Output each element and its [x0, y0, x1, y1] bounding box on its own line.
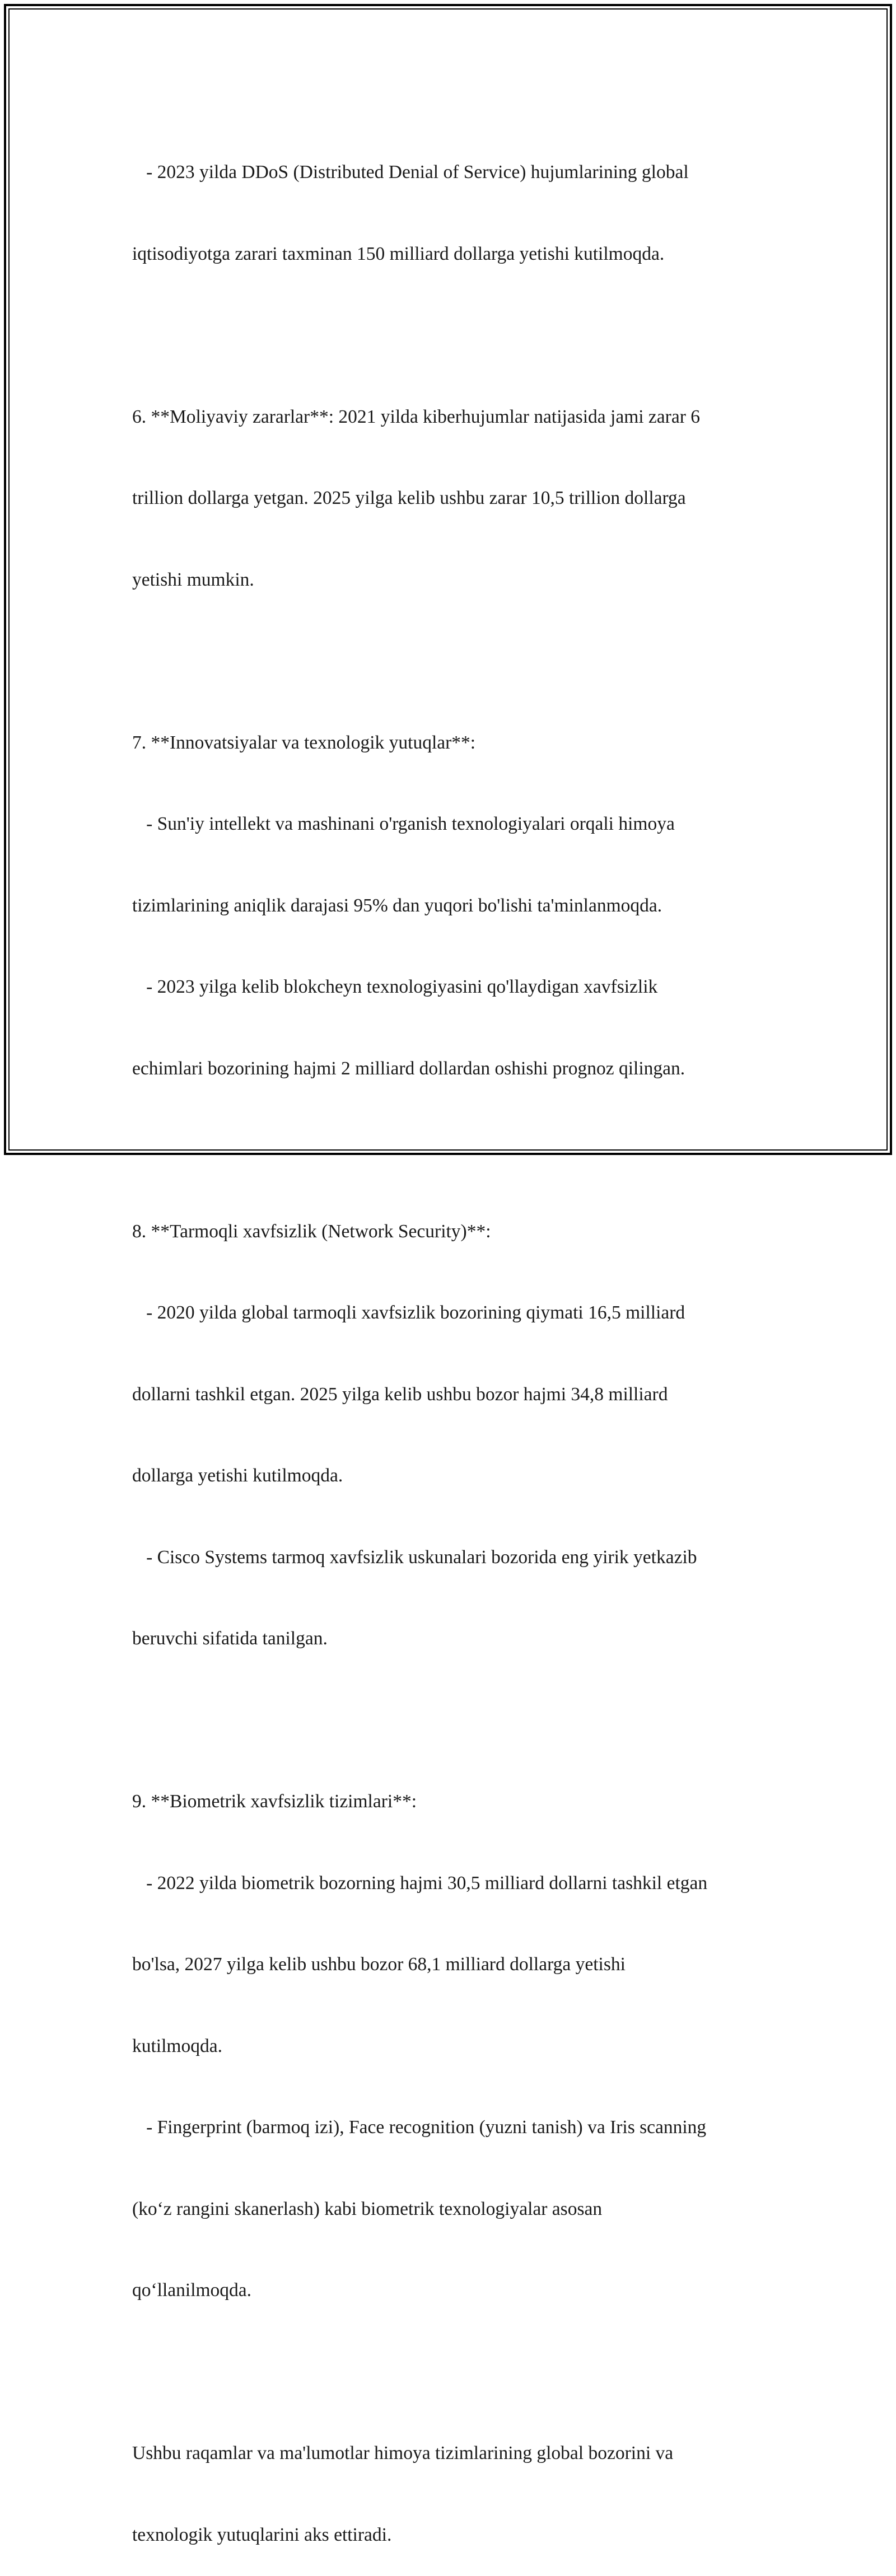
text-line: - 2023 yilda DDoS (Distributed Denial of Service) hujumlarining global [132, 162, 689, 183]
text-line: - Sun'iy intellekt va mashinani o'rganish texnologiyalari orqali himoya [132, 814, 675, 834]
text-line: - 2023 yilga kelib blokcheyn texnologiyasini qo'llaydigan xavfsizlik [132, 976, 658, 997]
text-line: - Cisco Systems tarmoq xavfsizlik uskunalari bozorida eng yirik yetkazib [132, 1546, 697, 1568]
text-line: iqtisodiyotga zarari taxminan 150 milliard dollarga yetishi kutilmoqda. [132, 243, 665, 264]
blank-line [132, 1137, 776, 1164]
text-line: bo'lsa, 2027 yilga kelib ushbu bozor 68,1 milliard dollarga yetishi [132, 1954, 626, 1975]
section-heading: 9. **Biometrik xavfsizlik tizimlari**: [132, 1791, 417, 1812]
section-heading: 8. **Tarmoqli xavfsizlik (Network Security)**: [132, 1221, 491, 1242]
text-line: dollarni tashkil etgan. 2025 yilga kelib ushbu bozor hajmi 34,8 milliard [132, 1383, 668, 1405]
text-line: tizimlarining aniqlik darajasi 95% dan yuqori bo'lishi ta'minlanmoqda. [132, 895, 662, 916]
text-line: (koʻz rangini skanerlash) kabi biometrik texnologiyalar asosan [132, 2198, 603, 2219]
text-line: dollarga yetishi kutilmoqda. [132, 1465, 343, 1486]
blank-line [132, 1707, 776, 1735]
text-line: - 2020 yilda global tarmoqli xavfsizlik bozorining qiymati 16,5 milliard [132, 1302, 685, 1323]
text-line: kutilmoqda. [132, 2035, 222, 2056]
blank-line [132, 322, 776, 349]
document-body [132, 105, 776, 2576]
text-line: beruvchi sifatida tanilgan. [132, 1628, 328, 1649]
text-line: - 2022 yilda biometrik bozorning hajmi 30,5 milliard dollarni tashkil etgan [132, 1872, 708, 1894]
text-line: qoʻllanilmoqda. [132, 2280, 252, 2301]
text-line: - Fingerprint (barmoq izi), Face recognition (yuzni tanish) va Iris scanning [132, 2117, 707, 2138]
text-line: trillion dollarga yetgan. 2025 yilga kelib ushbu zarar 10,5 trillion dollarga [132, 488, 686, 508]
text-line: yetishi mumkin. [132, 569, 254, 590]
closing-paragraph-line: Ushbu raqamlar va ma'lumotlar himoya tizimlarining global bozorini va [132, 2443, 674, 2463]
section-heading: 7. **Innovatsiyalar va texnologik yutuqlar**: [132, 732, 476, 753]
text-line: echimlari bozorining hajmi 2 milliard dollardan oshishi prognoz qilingan. [132, 1058, 685, 1079]
text-line: 6. **Moliyaviy zararlar**: 2021 yilda kiberhujumlar natijasida jami zarar 6 [132, 406, 700, 427]
closing-paragraph-line: texnologik yutuqlarini aks ettiradi. [132, 2524, 392, 2545]
blank-line [132, 2359, 776, 2386]
blank-line [132, 648, 776, 675]
